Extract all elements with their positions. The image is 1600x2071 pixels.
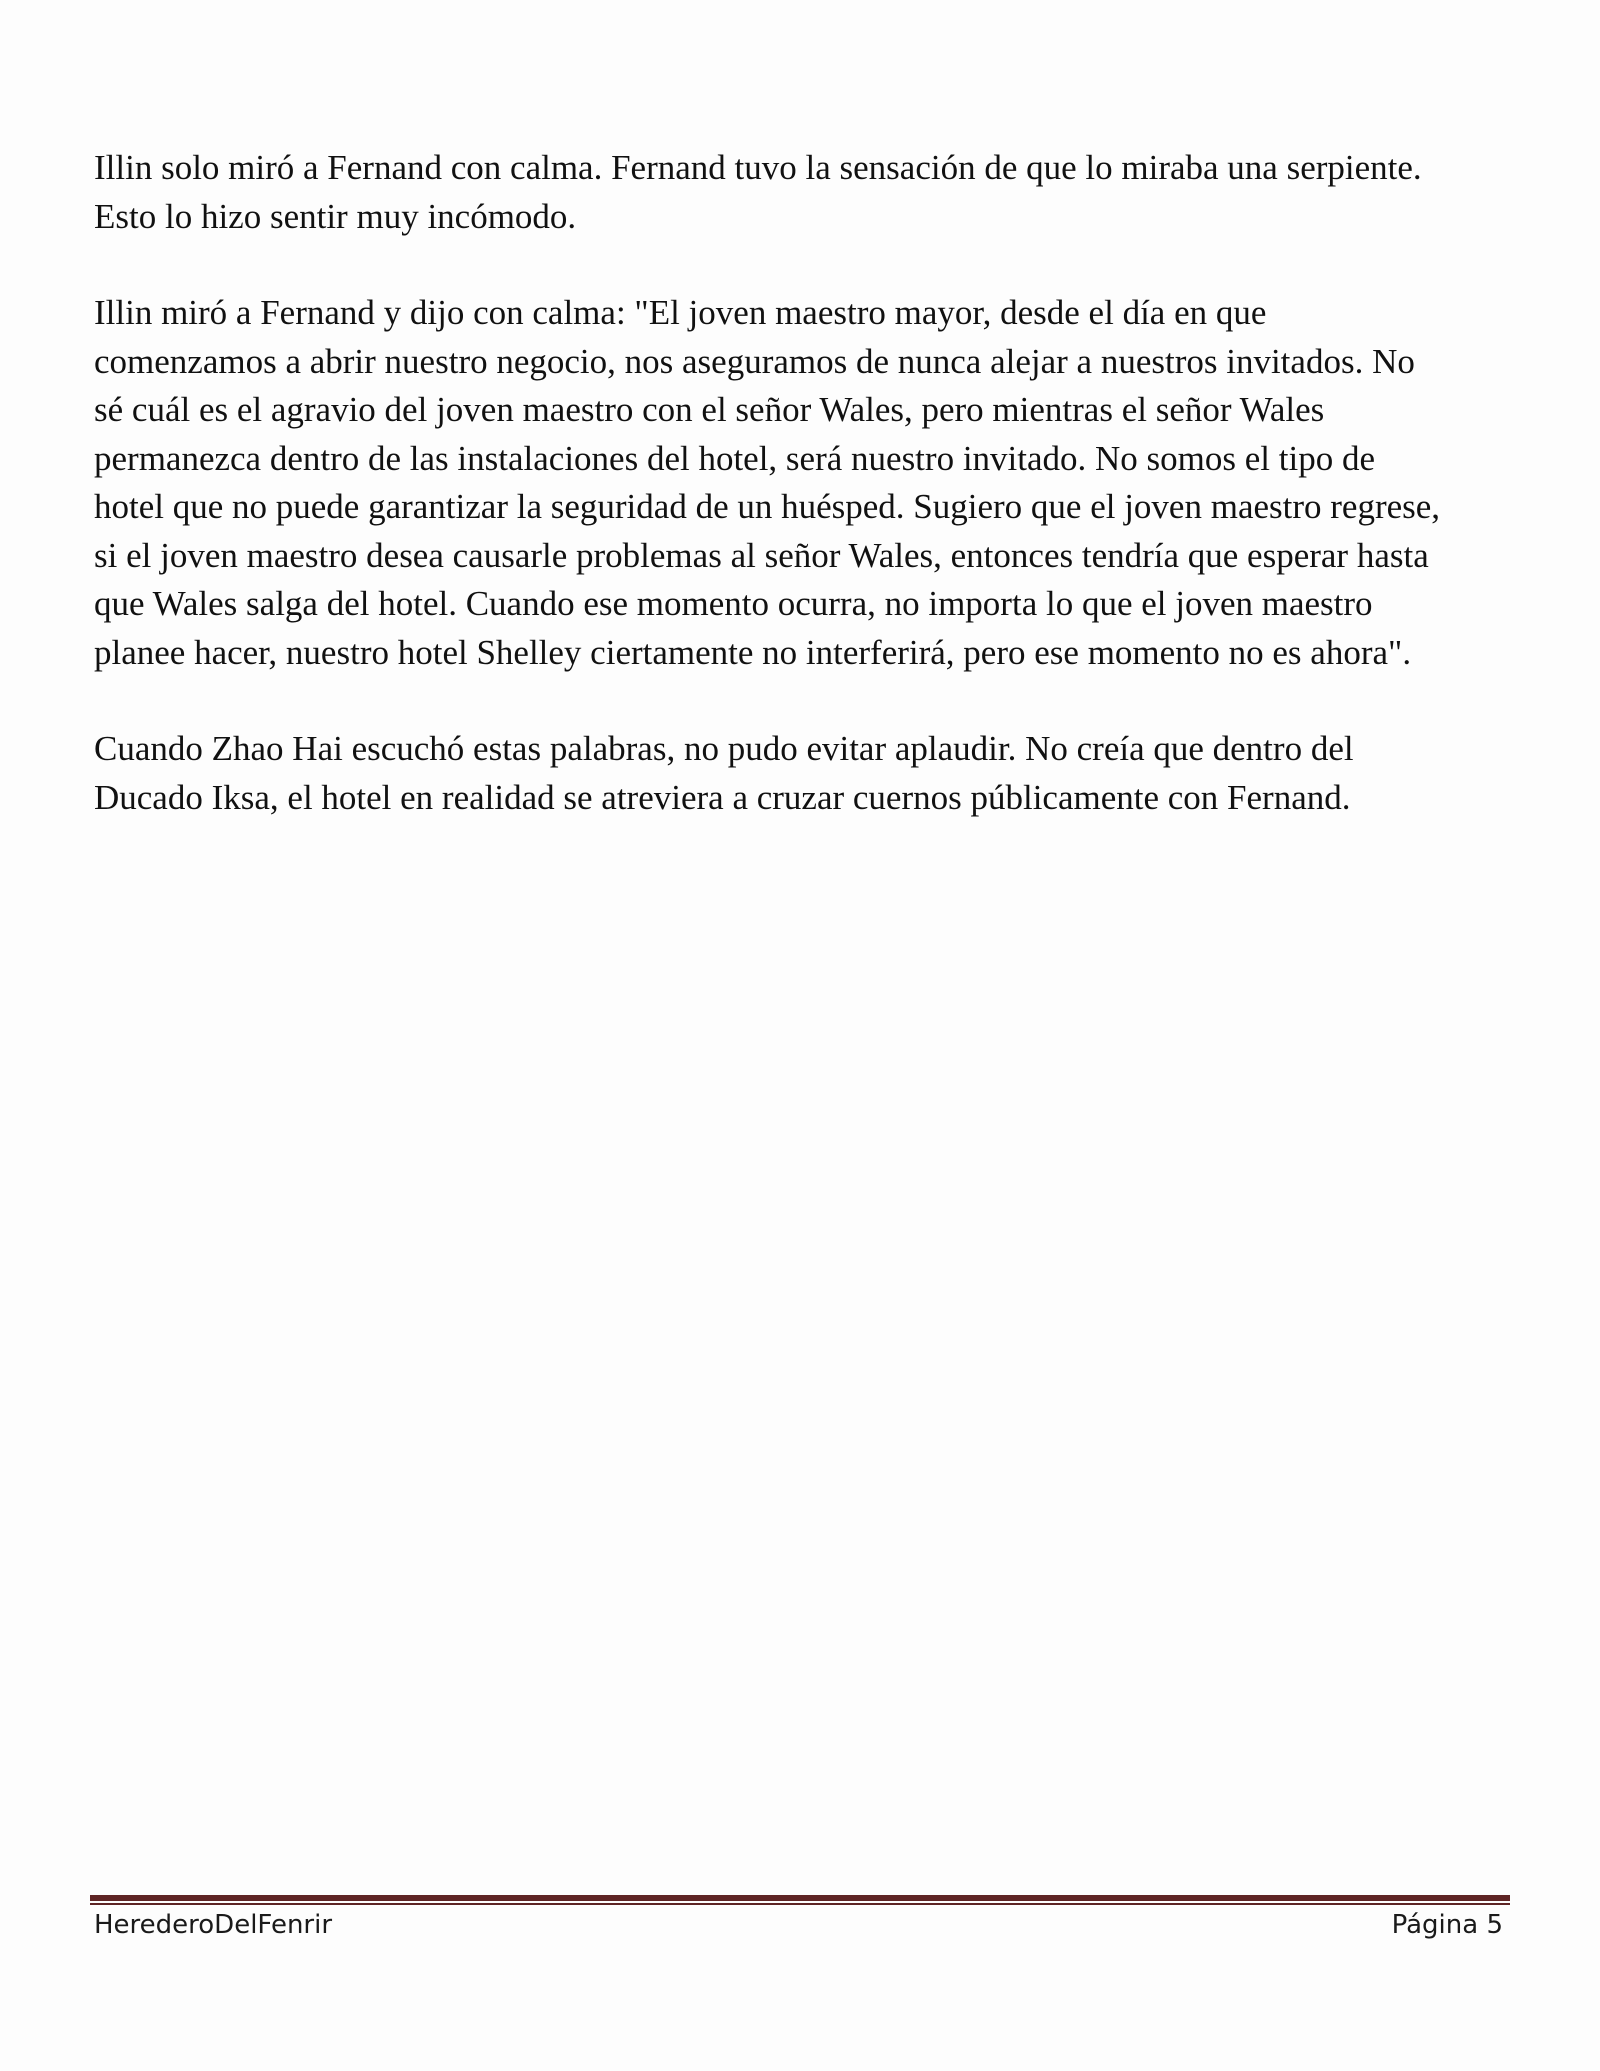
text-line: permanezca dentro de las instalaciones del hotel, será nuestro invitado. No somos el tipo de <box>94 438 1376 478</box>
footer-author: HerederoDelFenrir <box>94 1910 333 1940</box>
paragraph <box>94 289 1514 677</box>
body-text <box>94 144 1514 870</box>
text-line: Cuando Zhao Hai escuchó estas palabras, no pudo evitar aplaudir. No creía que dentro del <box>94 729 1354 768</box>
text-line: sé cuál es el agravio del joven maestro con el señor Wales, pero mientras el señor Wales <box>94 390 1325 429</box>
footer-divider-thick <box>90 1895 1510 1901</box>
text-line: que Wales salga del hotel. Cuando ese momento ocurra, no importa lo que el joven maestro <box>94 584 1373 623</box>
text-line: hotel que no puede garantizar la seguridad de un huésped. Sugiero que el joven maestro regrese, <box>94 487 1441 526</box>
text-line: si el joven maestro desea causarle problemas al señor Wales, entonces tendría que esperar hasta <box>94 535 1429 575</box>
footer-divider-thin <box>90 1903 1510 1905</box>
text-line: comenzamos a abrir nuestro negocio, nos aseguramos de nunca alejar a nuestros invitados. No <box>94 341 1415 381</box>
footer-divider <box>90 1895 1510 1905</box>
text-line: Illin miró a Fernand y dijo con calma: "El joven maestro mayor, desde el día en que <box>94 293 1267 332</box>
paragraph <box>94 725 1514 822</box>
text-line: Ducado Iksa, el hotel en realidad se atreviera a cruzar cuernos públicamente con Fernand. <box>94 777 1351 817</box>
text-line: Illin solo miró a Fernand con calma. Fernand tuvo la sensación de que lo miraba una serpiente. <box>94 148 1422 187</box>
paragraph <box>94 144 1514 241</box>
text-line: planee hacer, nuestro hotel Shelley ciertamente no interferirá, pero ese momento no es ahora". <box>94 632 1412 672</box>
text-line: Esto lo hizo sentir muy incómodo. <box>94 196 577 236</box>
footer-page-number: Página 5 <box>1391 1910 1503 1940</box>
